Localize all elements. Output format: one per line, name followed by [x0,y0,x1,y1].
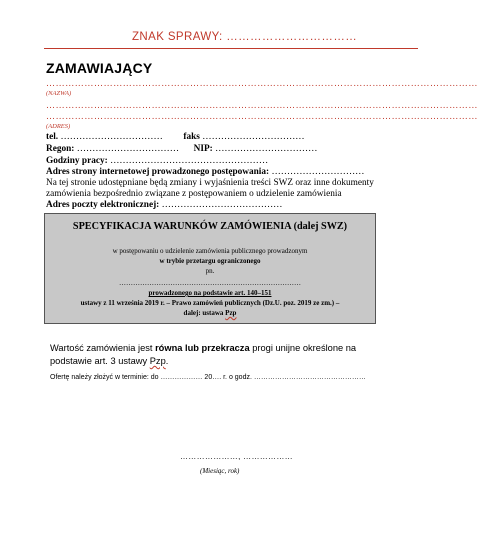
hours-dots: …………………………………………… [110,156,269,166]
spec-line-2: w trybie przetargu ograniczonego [159,257,261,265]
contract-value-text [50,342,400,368]
website-note-2: zamówienia bezpośrednio związane z postępowaniem o udzielenie zamówienia [46,189,342,199]
regon-nip-line [46,143,317,155]
orderer-heading: ZAMAWIAJĄCY [46,60,153,76]
orderer-name-dots: ……………………………………………………………………………………………………………………… [46,78,478,88]
value-end: . [165,356,169,366]
value-bold: równa lub przekracza [155,343,250,353]
orderer-address-dots-2: ……………………………………………………………………………………………………………………… [46,111,478,121]
website-note-1: Na tej stronie udostępniane będą zmiany i wyjaśnienia treści SWZ oraz inne dokumenty [46,178,374,188]
regon-label: Regon: [46,144,75,154]
spec-line-4: …………………………………………………………………… [119,279,301,287]
fax-label: faks [183,132,200,142]
offer-deadline: Ofertę należy złożyć w terminie: do ……………… 20…. r. o godz. ………………………………………… [50,374,366,381]
email-line [46,199,282,211]
spec-line-6: ustawy z 11 września 2019 r. – Prawo zamówień publicznych (Dz.U. poz. 2019 ze zm.) – [80,299,340,307]
value-prefix: Wartość zamówienia jest [50,343,156,353]
spec-line-1: w postępowaniu o udzielenie zamówienia publicznego prowadzonym [112,247,308,255]
date-dots: …………………, ……………… [180,452,293,461]
hours-label: Godziny pracy: [46,156,108,166]
orderer-address-dots-1: ……………………………………………………………………………………………………………………… [46,100,478,110]
nip-dots: …………………………… [215,144,318,154]
tel-fax-line [46,131,305,143]
fax-dots: …………………………… [202,132,305,142]
spec-line-3: pn. [205,267,215,275]
spec-line-5: prowadzonego na podstawie art. 140–151 [148,289,272,297]
spec-title: SPECYFIKACJA WARUNKÓW ZAMÓWIENIA (dalej SWZ) [72,221,348,232]
nip-label: NIP: [193,144,213,154]
spec-line-7-word: Pzp [225,309,237,317]
orderer-name-hint: (NAZWA) [46,90,72,97]
regon-dots: …………………………… [76,144,179,154]
tel-label: tel. [46,132,59,142]
date-hint: (Miesiąc, rok) [200,467,240,475]
header-rule [44,48,418,49]
value-word: Pzp [149,356,166,366]
case-number: ZNAK SPRAWY: …………………………… [132,31,358,43]
orderer-address-hint: (ADRES) [46,123,71,130]
email-label: Adres poczty elektronicznej: [46,200,160,210]
spec-box [44,213,376,324]
website-dots: ………………………… [271,167,365,177]
spec-line-7 [45,309,375,317]
tel-dots: …………………………… [60,132,163,142]
email-dots: ………………………………… [161,200,283,210]
website-label: Adres strony internetowej prowadzonego postępowania: [46,167,270,177]
spec-line-7-prefix: dalej: ustawa [183,309,226,317]
value-suffix: progi unijne określone na podstawie art. 3 ustawy [50,343,357,366]
